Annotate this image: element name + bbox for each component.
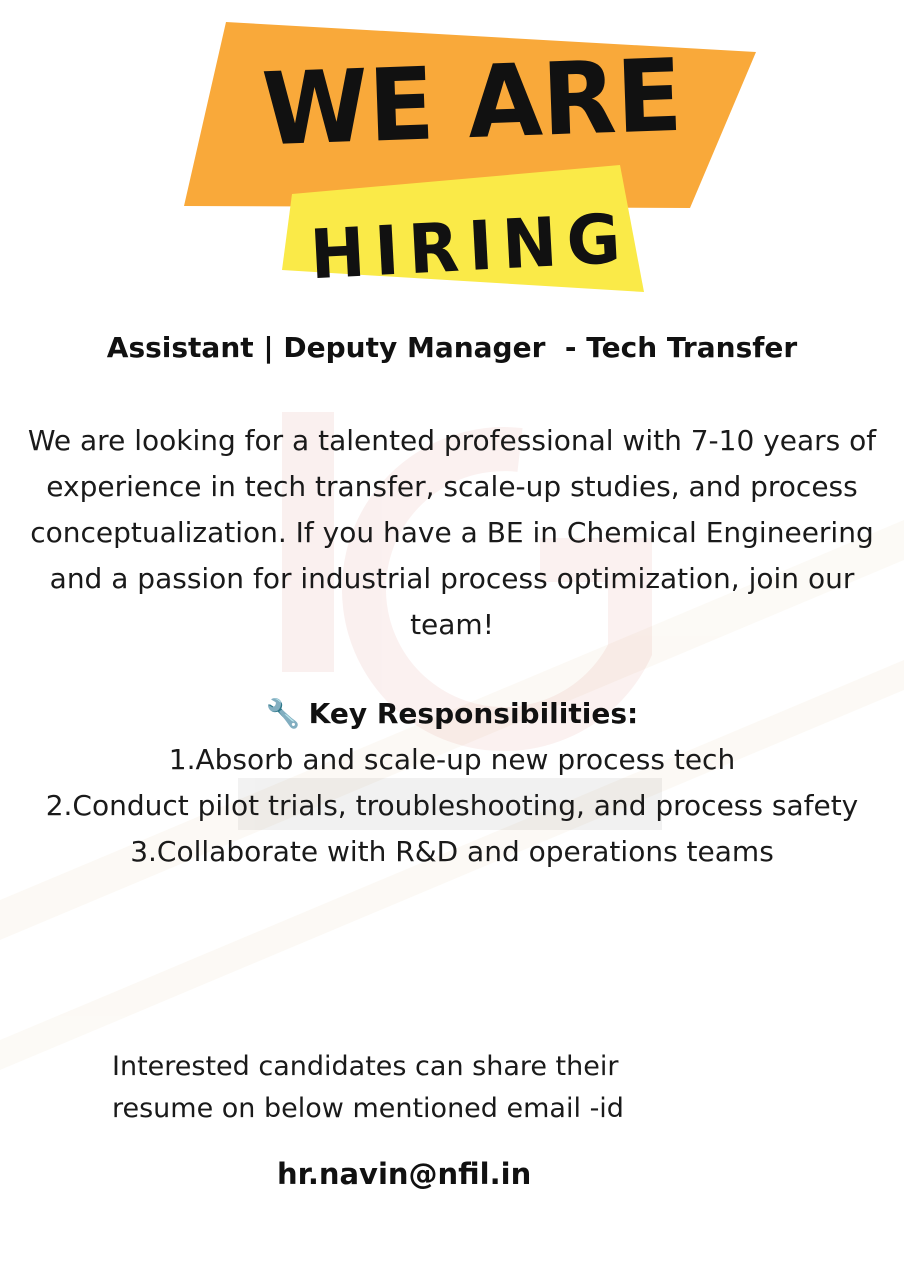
- wrench-icon: 🔧: [265, 697, 301, 730]
- banner-line-1: WE ARE: [260, 36, 701, 169]
- apply-line-2: resume on below mentioned email -id: [112, 1093, 624, 1124]
- banner-line-2: HIRING: [308, 199, 645, 296]
- list-item: 3.Collaborate with R&D and operations teams: [130, 835, 774, 868]
- contact-email[interactable]: hr.navin@nfil.in: [277, 1157, 532, 1191]
- apply-instructions: [112, 1046, 812, 1130]
- list-item: 2.Conduct pilot trials, troubleshooting, and process safety: [45, 789, 859, 822]
- job-intro: We are looking for a talented professional with 7-10 years of experience in tech transfer, scale-up studies, and process conceptualization. If you have a BE in Chemical Engineering and a passion for industrial process optimization, join our team!: [27, 424, 877, 641]
- apply-line-1: Interested candidates can share their: [112, 1051, 619, 1082]
- responsibilities-heading: [0, 694, 904, 734]
- list-item: 1.Absorb and scale-up new process tech: [168, 743, 736, 776]
- responsibilities-heading-text: Key Responsibilities:: [308, 697, 639, 730]
- job-title: Assistant | Deputy Manager - Tech Transfer: [106, 331, 798, 364]
- responsibilities-list: [20, 737, 884, 875]
